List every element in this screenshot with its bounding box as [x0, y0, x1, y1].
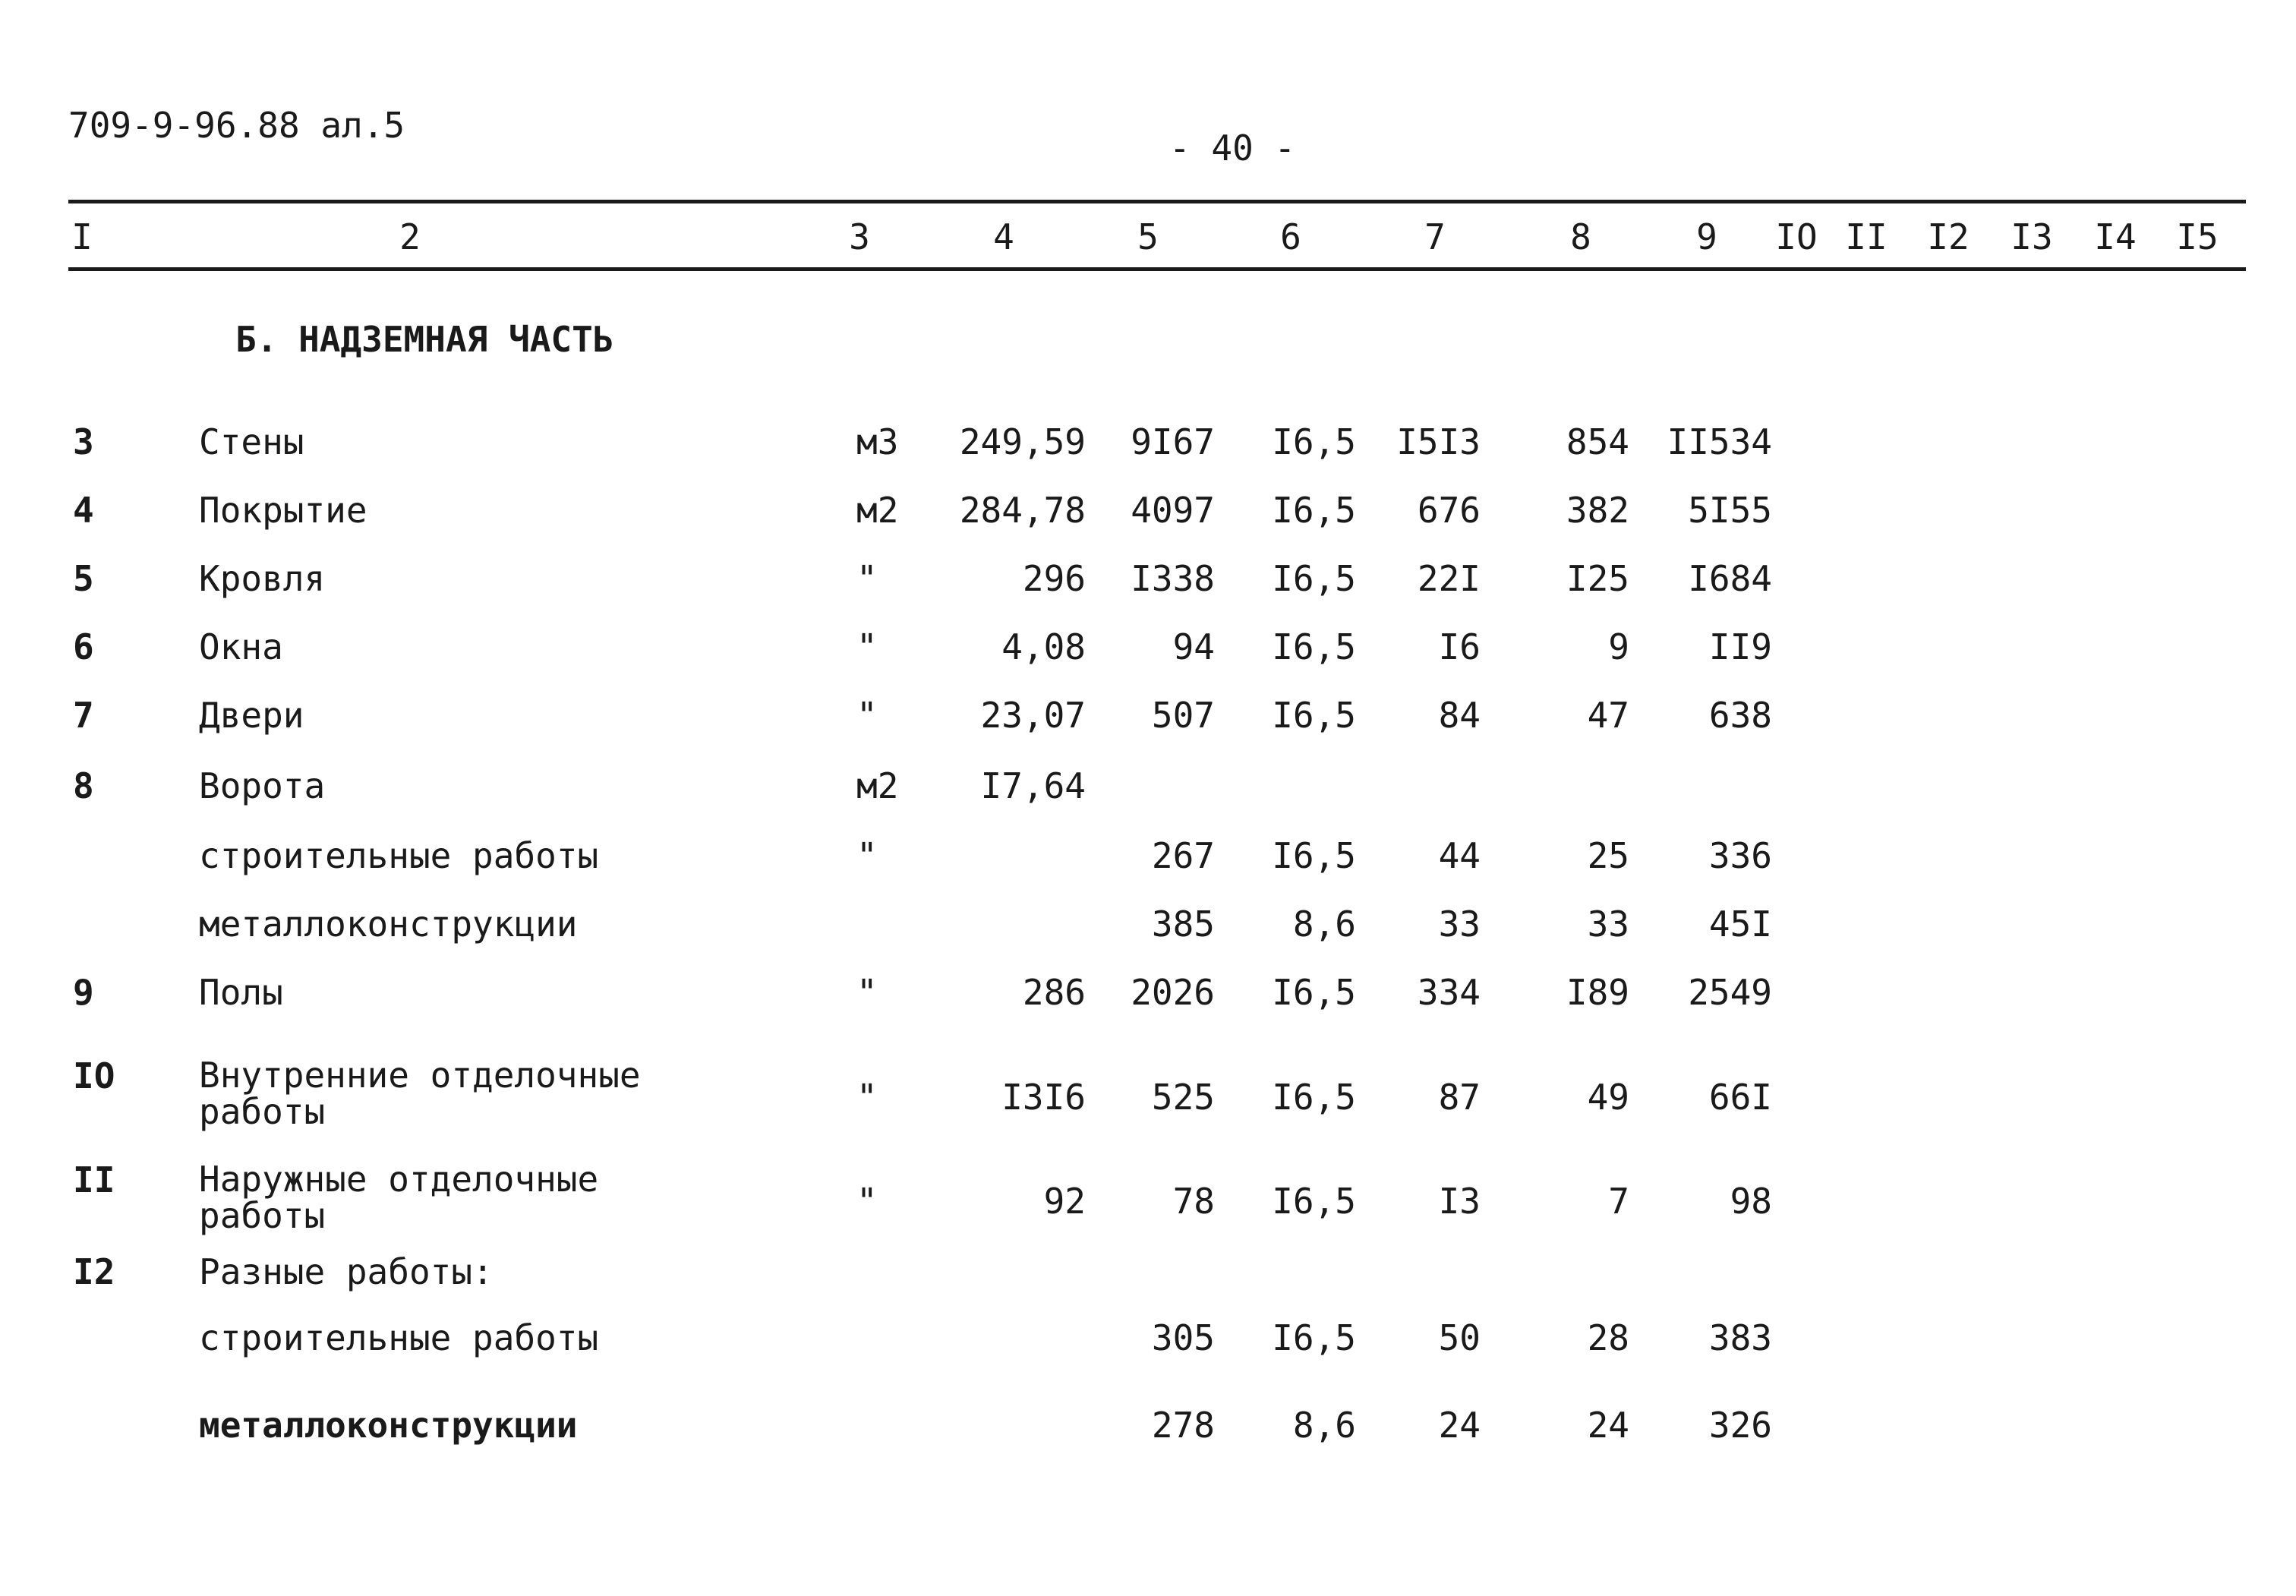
work-name: строительные работы [199, 1317, 599, 1358]
row-number: 4 [73, 490, 94, 531]
quantity: 284,78 [959, 490, 1086, 531]
cost-col8: I25 [1566, 558, 1629, 599]
cost-col5: 4097 [1131, 490, 1215, 531]
unit: " [856, 558, 878, 599]
total-col9: II534 [1667, 421, 1772, 462]
cost-col5: 507 [1151, 695, 1215, 736]
cost-col7: 50 [1438, 1317, 1481, 1358]
total-col9: 326 [1708, 1405, 1772, 1446]
table-row [0, 558, 2296, 604]
work-name-line2: работы [199, 1091, 326, 1132]
column-header: I5 [2176, 216, 2219, 257]
cost-col8: 854 [1566, 421, 1629, 462]
quantity: I7,64 [980, 765, 1086, 806]
table-row [0, 1317, 2296, 1363]
quantity: 4,08 [1001, 626, 1086, 667]
cost-col7: 24 [1438, 1405, 1481, 1446]
cost-col5: 9I67 [1131, 421, 1215, 462]
work-name: Разные работы: [199, 1251, 494, 1292]
table-row [0, 421, 2296, 467]
cost-col5: 385 [1151, 904, 1215, 945]
quantity: 92 [1043, 1181, 1086, 1222]
total-col9: 383 [1708, 1317, 1772, 1358]
cost-col7: 84 [1438, 695, 1481, 736]
cost-col8: 9 [1608, 626, 1629, 667]
column-header: 3 [849, 216, 870, 257]
cost-col8: 28 [1587, 1317, 1629, 1358]
cost-col8: 382 [1566, 490, 1629, 531]
work-name: строительные работы [199, 835, 599, 876]
cost-col7: 87 [1438, 1077, 1481, 1118]
total-col9: 45I [1708, 904, 1772, 945]
column-header: IO [1775, 216, 1818, 257]
cost-col7: I3 [1438, 1181, 1481, 1222]
cost-col5: 525 [1151, 1077, 1215, 1118]
rate-col6: I6,5 [1272, 490, 1356, 531]
cost-col7: 334 [1417, 972, 1481, 1013]
total-col9: 336 [1708, 835, 1772, 876]
column-header: 9 [1696, 216, 1717, 257]
quantity: I3I6 [1001, 1077, 1086, 1118]
cost-col5: 267 [1151, 835, 1215, 876]
unit: м3 [856, 421, 899, 462]
rate-col6: 8,6 [1292, 1405, 1356, 1446]
total-col9: II9 [1708, 626, 1772, 667]
rate-col6: I6,5 [1272, 1181, 1356, 1222]
table-top-rule [68, 200, 2246, 203]
table-row [0, 835, 2296, 881]
work-name: Окна [199, 626, 283, 667]
unit: м2 [856, 490, 899, 531]
column-header: I2 [1927, 216, 1970, 257]
table-row [0, 626, 2296, 672]
unit: " [856, 835, 878, 876]
quantity: 23,07 [980, 695, 1086, 736]
row-number: 8 [73, 765, 94, 806]
cost-col7: 22I [1417, 558, 1481, 599]
rate-col6: I6,5 [1272, 695, 1356, 736]
rate-col6: I6,5 [1272, 558, 1356, 599]
work-name: Полы [199, 972, 283, 1013]
column-header: I4 [2094, 216, 2137, 257]
cost-col5: 94 [1172, 626, 1215, 667]
rate-col6: 8,6 [1292, 904, 1356, 945]
cost-col5: 78 [1172, 1181, 1215, 1222]
row-number: 3 [73, 421, 94, 462]
column-header: 6 [1280, 216, 1301, 257]
unit: " [856, 695, 878, 736]
unit: " [856, 626, 878, 667]
cost-col7: 33 [1438, 904, 1481, 945]
total-col9: 5I55 [1688, 490, 1772, 531]
column-header: 7 [1424, 216, 1446, 257]
row-number: IO [73, 1055, 115, 1096]
row-number: 5 [73, 558, 94, 599]
work-name [199, 1057, 641, 1130]
cost-col5: 305 [1151, 1317, 1215, 1358]
column-header: I3 [2011, 216, 2053, 257]
column-header: 8 [1570, 216, 1591, 257]
row-number: 6 [73, 626, 94, 667]
cost-col8: 33 [1587, 904, 1629, 945]
cost-col5: I338 [1131, 558, 1215, 599]
work-name: Покрытие [199, 490, 367, 531]
column-header: 2 [399, 216, 421, 257]
work-name [199, 1161, 598, 1234]
cost-col7: 676 [1417, 490, 1481, 531]
rate-col6: I6,5 [1272, 421, 1356, 462]
cost-col5: 2026 [1131, 972, 1215, 1013]
work-name-line1: Внутренние отделочные [199, 1055, 641, 1096]
rate-col6: I6,5 [1272, 1077, 1356, 1118]
work-name: металлоконструкции [199, 1405, 578, 1446]
unit: м2 [856, 765, 899, 806]
table-row [0, 695, 2296, 740]
quantity: 249,59 [959, 421, 1086, 462]
table-row [0, 490, 2296, 535]
table-header-rule [68, 267, 2246, 271]
rate-col6: I6,5 [1272, 1317, 1356, 1358]
work-name: Стены [199, 421, 304, 462]
table-row [0, 1055, 2296, 1132]
page-number: - 40 - [1169, 128, 1296, 169]
quantity: 296 [1022, 558, 1086, 599]
cost-col8: 24 [1587, 1405, 1629, 1446]
work-name: Двери [199, 695, 304, 736]
total-col9: 98 [1730, 1181, 1772, 1222]
unit: " [856, 1077, 878, 1118]
total-col9: 638 [1708, 695, 1772, 736]
table-row [0, 972, 2296, 1017]
work-name: металлоконструкции [199, 904, 578, 945]
row-number: 7 [73, 695, 94, 736]
column-header: I [71, 216, 93, 257]
cost-col7: I5I3 [1396, 421, 1481, 462]
cost-col7: 44 [1438, 835, 1481, 876]
unit: " [856, 972, 878, 1013]
cost-col5: 278 [1151, 1405, 1215, 1446]
section-title: Б. НАДЗЕМНАЯ ЧАСТЬ [235, 319, 614, 360]
work-name-line2: работы [199, 1195, 326, 1236]
row-number: 9 [73, 972, 94, 1013]
cost-col8: 49 [1587, 1077, 1629, 1118]
table-row [0, 1405, 2296, 1450]
column-header: II [1845, 216, 1888, 257]
total-col9: 2549 [1688, 972, 1772, 1013]
column-header: 5 [1137, 216, 1159, 257]
quantity: 286 [1022, 972, 1086, 1013]
row-number: I2 [73, 1251, 115, 1292]
work-name-line1: Наружные отделочные [199, 1159, 599, 1200]
table-row [0, 1251, 2296, 1297]
unit: " [856, 1181, 878, 1222]
total-col9: 66I [1708, 1077, 1772, 1118]
cost-col8: 47 [1587, 695, 1629, 736]
cost-col7: I6 [1438, 626, 1481, 667]
rate-col6: I6,5 [1272, 972, 1356, 1013]
rate-col6: I6,5 [1272, 835, 1356, 876]
table-row [0, 1159, 2296, 1236]
cost-col8: I89 [1566, 972, 1629, 1013]
total-col9: I684 [1688, 558, 1772, 599]
rate-col6: I6,5 [1272, 626, 1356, 667]
cost-col8: 25 [1587, 835, 1629, 876]
table-row [0, 904, 2296, 949]
work-name: Кровля [199, 558, 326, 599]
row-number: II [73, 1159, 115, 1200]
work-name: Ворота [199, 765, 326, 806]
table-row [0, 765, 2296, 811]
document-code: 709-9-96.88 ал.5 [68, 105, 405, 146]
cost-col8: 7 [1608, 1181, 1629, 1222]
column-header: 4 [993, 216, 1014, 257]
